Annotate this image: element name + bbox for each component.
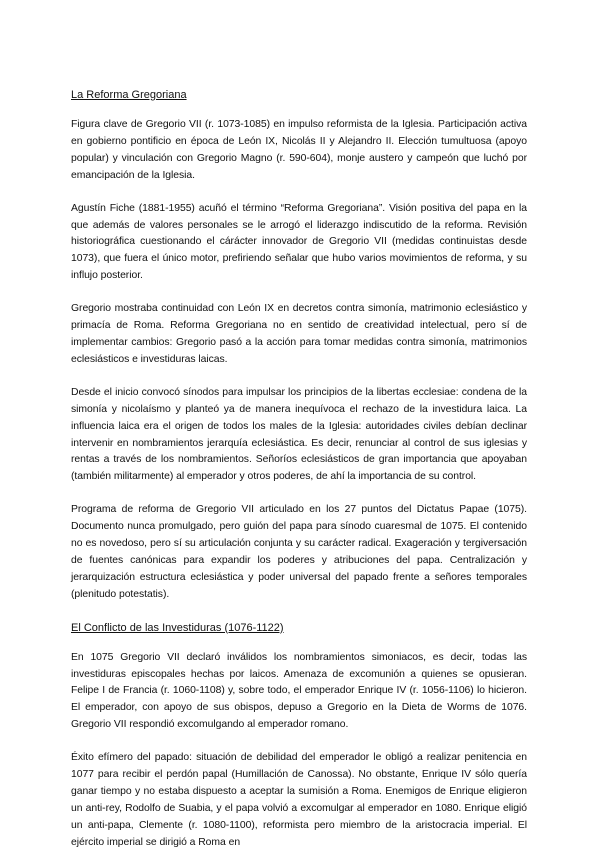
paragraph: Desde el inicio convocó sínodos para impulsar los principios de la libertas ecclesiae: condena de la simonía y nicolaísmo y planteó ya de manera inequívoca el rechazo de la investidura laica. La influencia laica era el origen de todos los males de la Iglesia: autoridades civiles debían declinar intervenir en nombramientos jerarquía eclesiástica. Es decir, renunciar al control de sus iglesias y rentas a través de los nombramientos. Señoríos eclesiásticos de gran importancia que apoyaban (también militarmente) al emperador y otros poderes, de ahí la importancia de su control. — [71, 386, 527, 483]
paragraph: Figura clave de Gregorio VII (r. 1073-1085) en impulso reformista de la Iglesia. Participación activa en gobierno pontificio en época de León IX, Nicolás II y Alejandro II. Elección tumultuosa (apoyo popular) y vinculación con Gregorio Magno (r. 590-604), monje austero y campeón que luchó por emancipación de la Iglesia. — [71, 119, 527, 181]
paragraph: Agustín Fiche (1881-1955) acuñó el término “Reforma Gregoriana”. Visión positiva del papa en la que además de valores personales se le arrogó el liderazgo indiscutido de la reforma. Revisión historiográfica cuestionando el cárácter innovador de Gregorio VII (medidas continuistas desde 1073), que fuera el único motor, prefiriendo señalar que hubo varios movimientos de reforma, y su influjo posterior. — [71, 202, 527, 282]
paragraph: En 1075 Gregorio VII declaró inválidos los nombramientos simoniacos, es decir, todas las investiduras episcopales hechas por laicos. Amenaza de excomunión a quienes se opusieran. Felipe I de Francia (r. 1060-1108) y, sobre todo, el emperador Enrique IV (r. 1056-1106) lo hicieron. El emperador, con apoyo de sus obispos, depuso a Gregorio en la Dieta de Worms de 1076. Gregorio VII respondió excomulgando al emperador romano. — [71, 651, 527, 731]
paragraph: Gregorio mostraba continuidad con León IX en decretos contra simonía, matrimonio eclesiástico y primacía de Roma. Reforma Gregoriana no en sentido de creatividad intelectual, pero sí de implementar cambios: Gregorio pasó a la acción para tomar medidas contra simonía, matrimonios eclesiásticos e investiduras laicas. — [71, 303, 527, 365]
paragraph: Éxito efímero del papado: situación de debilidad del emperador le obligó a realizar penitencia en 1077 para recibir el perdón papal (Humillación de Canossa). No obstante, Enrique IV sólo quería ganar tiempo y no estaba dispuesto a aceptar la sumisión a Roma. Enemigos de Enrique eligieron un anti-rey, Rodolfo de Suabia, y el papa volvió a excomulgar al emperador en 1080. Enrique eligió un anti-papa, Clemente (r. 1080-1100), reformista pero miembro de la aristocracia imperial. El ejército imperial se dirigió a Roma en — [71, 752, 527, 848]
section-heading-conflicto-investiduras: El Conflicto de las Investiduras (1076-1122) — [71, 621, 284, 634]
document-page — [71, 87, 527, 852]
paragraph: Programa de reforma de Gregorio VII articulado en los 27 puntos del Dictatus Papae (1075). Documento nunca promulgado, pero guión del papa para sínodo cuaresmal de 1075. El contenido no es novedoso, pero sí su articulación conjunta y su carácter radical. Exageración y tergiversación de fuentes canónicas para expandir los poderes y atribuciones del papa. Centralización y jerarquización estructura eclesiástica y poder universal del papado frente a señores temporales (plenitudo potestatis). — [71, 504, 527, 600]
section-heading-reforma-gregoriana: La Reforma Gregoriana — [71, 89, 187, 101]
